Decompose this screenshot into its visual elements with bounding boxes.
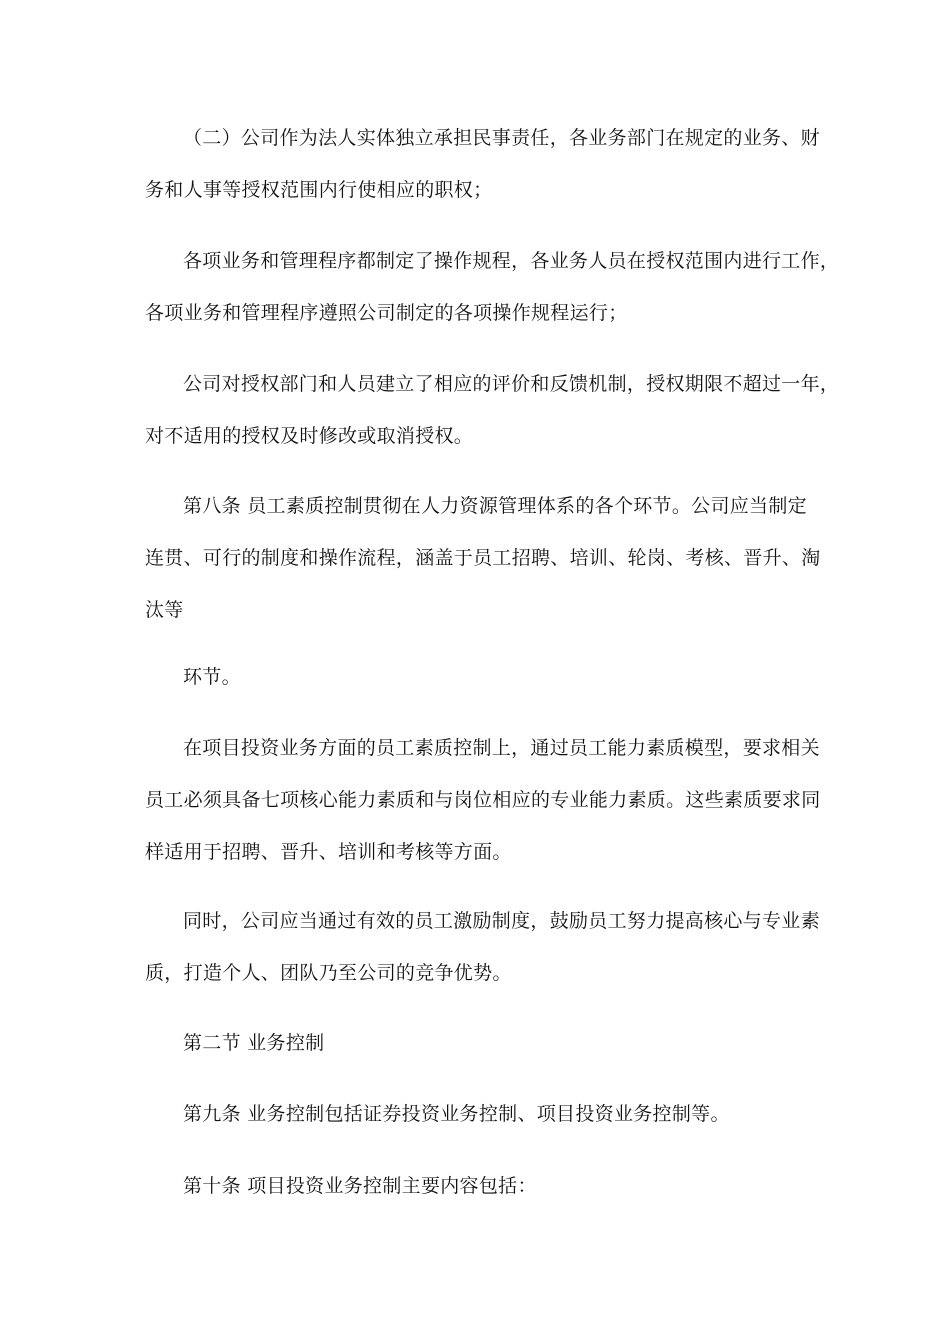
paragraph-operating-procedures xyxy=(145,235,840,339)
paragraph-continuation xyxy=(145,651,810,703)
text-line: 务和人事等授权范围内行使相应的职权； xyxy=(145,179,493,201)
text-line: 第九条 业务控制包括证券投资业务控制、项目投资业务控制等。 xyxy=(183,1103,730,1125)
text-line: 连贯、可行的制度和操作流程，涵盖于员工招聘、培训、轮岗、考核、晋升、淘 xyxy=(145,547,821,569)
text-line: 同时，公司应当通过有效的员工激励制度，鼓励员工努力提高核心与专业素 xyxy=(183,910,820,932)
paragraph-article-8 xyxy=(145,480,821,636)
text-line: 在项目投资业务方面的员工素质控制上，通过员工能力素质模型，要求相关 xyxy=(183,737,820,759)
text-line: 质，打造个人、团队乃至公司的竞争优势。 xyxy=(145,962,512,984)
text-line: 员工必须具备七项核心能力素质和与岗位相应的专业能力素质。这些素质要求同 xyxy=(145,789,821,811)
paragraph-article-10 xyxy=(145,1160,810,1212)
paragraph-incentive xyxy=(145,895,820,999)
text-line: 第八条 员工素质控制贯彻在人力资源管理体系的各个环节。公司应当制定 xyxy=(183,495,807,517)
text-line: 对不适用的授权及时修改或取消授权。 xyxy=(145,425,474,447)
section-heading-business-control xyxy=(145,1017,810,1069)
text-line: 各项业务和管理程序都制定了操作规程，各业务人员在授权范围内进行工作， xyxy=(183,250,840,272)
text-line: 环节。 xyxy=(183,666,241,688)
text-line: 各项业务和管理程序遵照公司制定的各项操作规程运行； xyxy=(145,302,628,324)
section-title: 第二节 业务控制 xyxy=(183,1032,325,1054)
text-line: 汰等 xyxy=(145,599,184,621)
text-line: 第十条 项目投资业务控制主要内容包括： xyxy=(183,1175,537,1197)
paragraph-article-9 xyxy=(145,1088,810,1140)
paragraph-authorization-scope xyxy=(145,112,820,216)
text-line: 样适用于招聘、晋升、培训和考核等方面。 xyxy=(145,841,512,863)
text-line: 公司对授权部门和人员建立了相应的评价和反馈机制，授权期限不超过一年， xyxy=(183,373,840,395)
paragraph-competency-model xyxy=(145,722,821,878)
paragraph-authorization-feedback xyxy=(145,358,840,462)
text-line: （二）公司作为法人实体独立承担民事责任，各业务部门在规定的业务、财 xyxy=(183,127,820,149)
